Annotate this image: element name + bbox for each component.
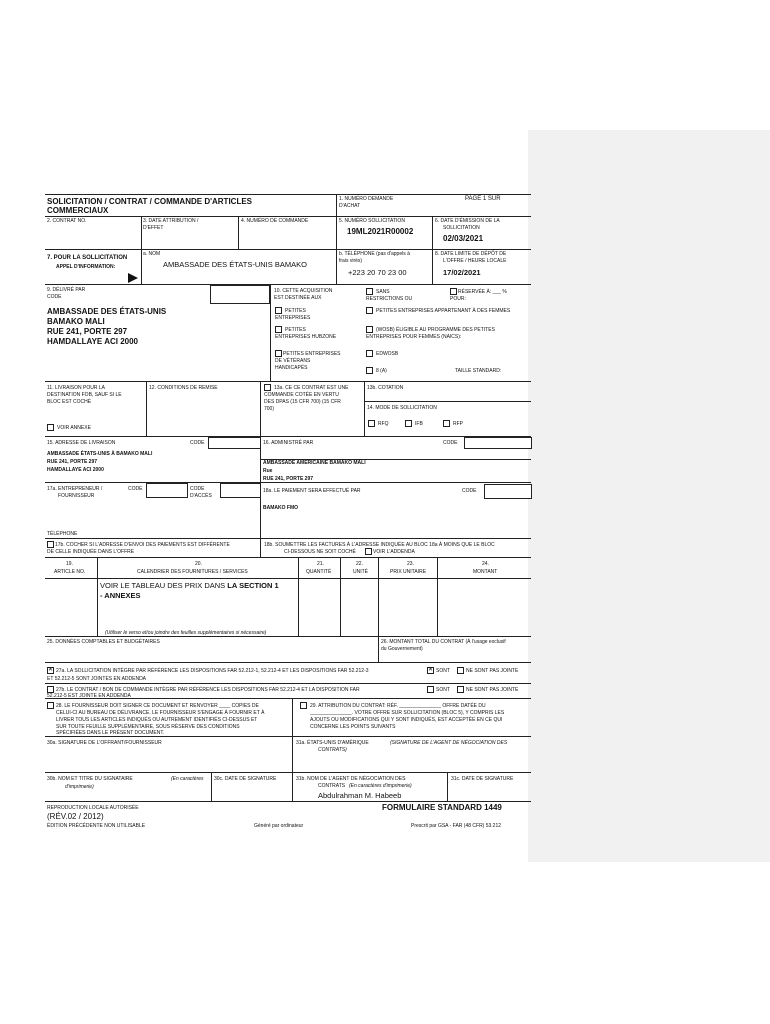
col-item-no-header: ARTICLE NO.	[54, 569, 86, 575]
far-27a-are-checkbox[interactable]: ✕	[428, 667, 434, 673]
deliver-to-line: AMBASSADE ÉTATS-UNIS À BAMAKO MALI	[47, 451, 153, 457]
rated-order-label-cont2: DES DPAS (15 CFR 700) (15 CFR	[264, 399, 341, 405]
reproduction-note: REPRODUCTION LOCALE AUTORISÉE	[47, 805, 139, 811]
admin-code-field[interactable]	[464, 437, 532, 449]
acquisition-label-cont: EST DESTINÉE AUX	[274, 295, 322, 301]
form-title: SOLICITATION / CONTRAT / COMMANDE D'ARTICLES	[47, 197, 252, 206]
method-label: 14. MODE DE SOLLICITATION	[367, 405, 437, 411]
rule	[141, 249, 142, 284]
reserved-checkbox[interactable]	[450, 288, 457, 295]
payment-label: 18a. LE PAIEMENT SERA EFFECTUÉ PAR	[263, 488, 361, 494]
far-27b-text: 27b. LE CONTRAT / BON DE COMMANDE INTÈGRE PAR RÉFÉRENCE LES DISPOSITIONS FAR 52.212-4 ET LA DISPOSITION FAR	[56, 687, 360, 693]
far-27a-are-not-label: NE SONT PAS JOINTE	[466, 668, 519, 674]
small-business-label: PETITES	[285, 308, 306, 314]
computer-generated-note: Généré par ordinateur	[254, 823, 304, 829]
rule	[336, 194, 337, 284]
eight-a-label: 8 (A)	[376, 368, 387, 374]
women-owned-checkbox[interactable]	[366, 307, 373, 314]
deliver-to-code-label: CODE	[190, 440, 205, 446]
col-19-num: 19.	[66, 561, 73, 567]
delivery-label-cont: DESTINATION FOB, SAUF SI LE	[47, 392, 122, 398]
award-text: _______________. VOTRE OFFRE SUR SOLLICITATION (BLOC 5), Y COMPRIS LES	[310, 710, 505, 716]
unrestricted-checkbox[interactable]	[366, 288, 373, 295]
rule	[45, 538, 531, 539]
deadline-label-cont: L'OFFRE / HEURE LOCALE	[443, 258, 507, 264]
invoice-label: 18b. SOUMETTRE LES FACTURES À L'ADRESSE INDIQUÉE AU BLOC 18a À MOINS QUE LE BLOC	[264, 542, 495, 548]
payment-code-label: CODE	[462, 488, 477, 494]
rfp-label: RFP	[453, 421, 463, 427]
reserved-label-cont: POUR:	[450, 296, 466, 302]
issued-by-label: 9. DÉLIVRÉ PAR	[47, 287, 86, 293]
rule	[45, 578, 531, 579]
col-quantity-header: QUANTITÉ	[306, 569, 332, 575]
small-business-checkbox[interactable]	[275, 307, 282, 314]
offeror-signature-label: 30a. SIGNATURE DE L'OFFRANT/FOURNISSEUR	[47, 740, 162, 746]
rule	[45, 772, 531, 773]
contact-name-label: a. NOM	[143, 251, 161, 257]
admin-line: AMBASSADE AMÉRICAINE BAMAKO MALI	[263, 460, 366, 466]
req-number-label: 1. NUMÉRO DEMANDE	[339, 196, 394, 202]
far-27b-checkbox[interactable]	[47, 686, 54, 693]
contractor-sign-text: SUR TOUTE FEUILLE SUPPLÉMENTAIRE, SOUS RÉSERVE DES CONDITIONS	[56, 724, 240, 730]
rule	[97, 557, 98, 636]
rule	[45, 436, 531, 437]
solicitation-no-label: 5. NUMÉRO SOLLICITATION	[339, 218, 405, 224]
women-owned-label: PETITES ENTREPRISES APPARTENANT À DES FEMMES	[376, 308, 511, 314]
delivery-label: 11. LIVRAISON POUR LA	[47, 385, 105, 391]
discount-terms-label: 12. CONDITIONS DE REMISE	[149, 385, 218, 391]
ifb-checkbox[interactable]	[405, 420, 412, 427]
eight-a-checkbox[interactable]	[366, 367, 373, 374]
order-no-label: 4. NUMÉRO DE COMMANDE	[241, 218, 309, 224]
phone-label: b. TÉLÉPHONE (pas d'appels à	[339, 251, 410, 257]
contractor-phone-label: TÉLÉPHONE	[47, 531, 78, 537]
col-unit-price-header: PRIX UNITAIRE	[390, 569, 427, 575]
col-24-num: 24.	[482, 561, 489, 567]
far-27b-are-label: SONT	[436, 687, 450, 693]
award-checkbox[interactable]	[300, 702, 307, 709]
far-27a-are-label: SONT	[436, 668, 450, 674]
rule	[340, 557, 341, 636]
contractor-code-field[interactable]	[146, 483, 188, 498]
admin-line: Rue	[263, 468, 273, 474]
prescribed-by: Prescrit par GSA - FAR (48 CFR) 53.212	[411, 823, 502, 829]
payer-name: BAMAKO FMO	[263, 505, 298, 511]
col-22-num: 22.	[356, 561, 363, 567]
contractor-label: 17a. ENTREPRENEUR /	[47, 486, 103, 492]
contractor-sign-text: CELUI-CI AU BUREAU DE DÉLIVRANCE. LE FOURNISSEUR S'ENGAGE À FOURNIR ET À	[56, 710, 265, 716]
rule	[45, 216, 531, 217]
col-schedule-header: CALENDRIER DES FOURNITURES / SERVICES	[137, 569, 248, 575]
see-annex-checkbox[interactable]	[47, 424, 54, 431]
award-text: CONCERNE LES POINTS SUIVANTS	[310, 724, 396, 730]
hubzone-label: PETITES	[285, 327, 306, 333]
co-name-label: 31b. NOM DE L'AGENT DE NÉGOCIATION DES	[296, 776, 406, 782]
issuer-line: RUE 241, PORTE 297	[47, 327, 128, 336]
col-20-num: 20.	[195, 561, 202, 567]
small-business-label-cont: ENTREPRISES	[275, 315, 311, 321]
solicitation-no: 19ML2021R00002	[347, 227, 414, 236]
contractor-sign-text: LIVRER TOUS LES ARTICLES INDIQUÉS OU AUTREMENT IDENTIFIÉS CI-DESSUS ET	[56, 717, 258, 723]
rule	[45, 482, 531, 483]
veteran-label-cont2: HANDICAPÉS	[275, 365, 308, 371]
rule	[211, 772, 212, 801]
rule	[364, 381, 365, 436]
deliver-to-label: 15. ADRESSE DE LIVRAISON	[47, 440, 116, 446]
invoice-addendum-label: VOIR L'ADDENDA	[373, 549, 415, 555]
issuer-line: BAMAKO MALI	[47, 317, 105, 326]
far-27a-text-cont: ET 52.212-5 SONT JOINTES EN ADDENDA	[47, 676, 147, 682]
size-standard-label: TAILLE STANDARD:	[455, 368, 502, 374]
acquisition-label: 10. CETTE ACQUISITION	[274, 288, 333, 294]
contractor-sign-text: 28. LE FOURNISSEUR DOIT SIGNER CE DOCUMENT ET RENVOYER ____ COPIES DE	[56, 703, 259, 709]
invoice-label-cont: CI-DESSOUS NE SOIT COCHÉ	[284, 549, 356, 555]
phone-label-cont: frais virés)	[339, 258, 363, 264]
standard-form-title: FORMULAIRE STANDARD 1449	[382, 803, 502, 812]
rfp-checkbox[interactable]	[443, 420, 450, 427]
remit-checkbox[interactable]	[47, 541, 54, 548]
col-21-num: 21.	[317, 561, 324, 567]
edwosb-label: EDWOSB	[376, 351, 399, 357]
award-date-label: 3. DATE ATTRIBUTION /	[143, 218, 199, 224]
issued-by-code-label: CODE	[47, 294, 62, 300]
schedule-body-annex: - ANNEXES	[100, 591, 141, 600]
info-call-label: 7. POUR LA SOLLICITATION	[47, 255, 128, 261]
rfq-label: RFQ	[378, 421, 389, 427]
rule	[45, 636, 531, 637]
rated-order-label: 13a. CE CE CONTRAT EST UNE	[274, 385, 349, 391]
hubzone-checkbox[interactable]	[275, 326, 282, 333]
form-title-cont: COMMERCIAUX	[47, 206, 109, 215]
far-27a-are-not-checkbox[interactable]	[457, 667, 464, 674]
signer-name-label: 30b. NOM ET TITRE DU SIGNATAIRE	[47, 776, 133, 782]
issue-date-label-cont: SOLLICITATION	[443, 225, 480, 231]
rated-order-checkbox[interactable]	[264, 384, 271, 391]
rule	[45, 683, 531, 684]
rule	[45, 736, 531, 737]
signer-name-label-print-cont: d'imprimerie)	[65, 784, 94, 790]
rule	[447, 772, 448, 801]
issuer-line: AMBASSADE DES ÉTATS-UNIS	[47, 307, 167, 316]
edwosb-checkbox[interactable]	[366, 350, 373, 357]
far-27a-checkbox[interactable]: ✕	[48, 667, 54, 673]
rule	[437, 557, 438, 636]
rule	[364, 401, 531, 402]
rule	[45, 557, 531, 558]
rule	[260, 381, 261, 436]
total-amount-label: 26. MONTANT TOTAL DU CONTRAT (À l'usage exclusif	[381, 639, 506, 645]
unrestricted-label: SANS	[376, 289, 390, 295]
issuer-code-field[interactable]	[210, 285, 270, 304]
rule	[292, 698, 293, 801]
contractor-sign-checkbox[interactable]	[47, 702, 54, 709]
co-name-label-cont: CONTRATS	[318, 783, 346, 789]
contract-no-label: 2. CONTRAT NO.	[47, 218, 87, 224]
admin-code-label: CODE	[443, 440, 458, 446]
schedule-body	[100, 581, 279, 590]
rated-order-label-cont3: 700)	[264, 406, 275, 412]
rfq-checkbox[interactable]	[368, 420, 375, 427]
date-signed-label: 30c. DATE DE SIGNATURE	[214, 776, 277, 782]
col-23-num: 23.	[407, 561, 414, 567]
unrestricted-label-cont: RESTRICTIONS OU	[366, 296, 413, 302]
far-27b-text-cont: 52.212-5 EST JOINTE EN ADDENDA	[47, 693, 131, 699]
schedule-body-text: VOIR LE TABLEAU DES PRIX DANS	[100, 581, 228, 590]
contractor-label-cont: FOURNISSEUR	[58, 493, 95, 499]
deliver-to-line: RUE 241, PORTE 297	[47, 459, 98, 465]
facility-code-label-cont: D'ACCÈS	[190, 493, 212, 499]
previous-edition-note: ÉDITION PRÉCÉDENTE NON UTILISABLE	[47, 823, 146, 829]
wosb-checkbox[interactable]	[366, 326, 373, 333]
rule	[45, 284, 531, 285]
schedule-body-section: LA SECTION 1	[227, 581, 279, 590]
req-number-label-cont: D'ACHAT	[339, 203, 361, 209]
rule	[45, 249, 531, 250]
facility-code-label: CODE	[190, 486, 205, 492]
col-unit-header: UNITÉ	[353, 569, 368, 575]
ifb-label: IFB	[415, 421, 423, 427]
issue-date-label: 6. DATE D'ÉMISSION DE LA	[435, 218, 500, 224]
see-annex-label: VOIR ANNEXE	[57, 425, 91, 431]
arrow-right-icon	[128, 273, 138, 283]
rule	[45, 381, 531, 382]
wosb-label: (WOSB) ÉLIGIBLE AU PROGRAMME DES PETITES	[376, 327, 495, 333]
contractor-code-label: CODE	[128, 486, 143, 492]
accounting-label: 25. DONNÉES COMPTABLES ET BUDGÉTAIRES	[47, 639, 160, 645]
admin-line: RUE 241, PORTE 297	[263, 476, 314, 482]
contractor-sign-text: SPÉCIFIÉES DANS LE PRÉSENT DOCUMENT.	[56, 730, 165, 736]
veteran-label: PETITES ENTREPRISES	[283, 351, 341, 357]
usa-signature-label: (SIGNATURE DE L'AGENT DE NÉGOCIATION DES	[390, 740, 508, 746]
deliver-to-code-field[interactable]	[208, 437, 261, 449]
rule	[141, 216, 142, 249]
award-text: AJOUTS OU MODIFICATIONS QUI Y SONT INDIQUÉS, EST ACCEPTÉE EN CE QUI	[310, 717, 503, 723]
co-name-label-print: (En caractères d'imprimerie)	[349, 783, 412, 789]
rule	[432, 216, 433, 284]
signer-name-label-print: (En caractères	[171, 776, 204, 782]
invoice-addendum-checkbox[interactable]	[365, 548, 372, 555]
rule	[45, 801, 531, 802]
info-call-label-cont: APPEL D'INFORMATION:	[56, 264, 116, 270]
issuer-line: HAMDALLAYE ACI 2000	[47, 337, 138, 346]
deliver-to-line: HAMDALLAYE ACI 2000	[47, 467, 104, 473]
veteran-checkbox[interactable]	[275, 350, 282, 357]
schedule-note: (Utiliser le verso et/ou joindre des feuilles supplémentaires si nécessaire)	[105, 630, 267, 636]
co-date-signed-label: 31c. DATE DE SIGNATURE	[451, 776, 514, 782]
deadline-label: 8. DATE LIMITE DE DÉPÔT DE	[435, 251, 507, 257]
revision: (RÉV.02 / 2012)	[47, 812, 104, 821]
contact-name: AMBASSADE DES ÉTATS-UNIS BAMAKO	[163, 260, 307, 269]
rule	[378, 636, 379, 662]
delivery-label-cont2: BLOC EST COCHÉ	[47, 399, 92, 405]
far-27b-are-checkbox[interactable]	[427, 686, 434, 693]
facility-code-field[interactable]	[220, 483, 261, 498]
rule	[298, 557, 299, 636]
rule	[270, 284, 271, 381]
rule	[146, 381, 147, 436]
admin-by-label: 16. ADMINISTRÉ PAR	[263, 440, 314, 446]
usa-label: 31a. ÉTATS-UNIS D'AMÉRIQUE	[296, 740, 369, 746]
reserved-label: RÉSERVÉE À: ___ %	[458, 289, 507, 295]
rule	[45, 662, 531, 663]
phone-number: +223 20 70 23 00	[348, 268, 407, 277]
col-amount-header: MONTANT	[473, 569, 498, 575]
rule	[378, 557, 379, 636]
deadline-date: 17/02/2021	[443, 268, 481, 277]
veteran-label-cont: DE VÉTÉRANS	[275, 358, 311, 364]
page-label: PAGE 1 SUR	[465, 196, 501, 202]
far-27a-text: 27a. LA SOLLICITATION INTÈGRE PAR RÉFÉRENCE LES DISPOSITIONS FAR 52.212-1, 52.212-4 ET LES DISPOSITIONS FAR 52.212-3	[56, 668, 369, 674]
remit-label: 17b. COCHER SI L'ADRESSE D'ENVOI DES PAIEMENTS EST DIFFÉRENTE	[55, 542, 230, 548]
far-27b-are-not-label: NE SONT PAS JOINTE	[466, 687, 519, 693]
payment-code-field[interactable]	[484, 484, 532, 499]
contracting-officer-name: Abdulrahman M. Habeeb	[318, 791, 402, 800]
hubzone-label-cont: ENTREPRISES HUBZONE	[275, 334, 337, 340]
remit-label-cont: DE CELLE INDIQUÉE DANS L'OFFRE	[47, 549, 135, 555]
award-text: 29. ATTRIBUTION DU CONTRAT: RÉF. _______________ OFFRE DATÉE DU	[310, 703, 486, 709]
total-amount-label-cont: du Gouvernement)	[381, 646, 423, 652]
wosb-label-cont: ENTREPRISES POUR FEMMES (NAICS):	[366, 334, 462, 340]
rule	[238, 216, 239, 249]
usa-signature-label-cont: CONTRATS)	[318, 747, 347, 753]
rated-order-label-cont: COMMANDE COTÉE EN VERTU	[264, 392, 339, 398]
issue-date: 02/03/2021	[443, 234, 484, 243]
rule	[45, 194, 531, 195]
far-27b-are-not-checkbox[interactable]	[457, 686, 464, 693]
award-date-label-cont: D'EFFET	[143, 225, 164, 231]
rating-label: 13b. COTATION	[367, 385, 404, 391]
